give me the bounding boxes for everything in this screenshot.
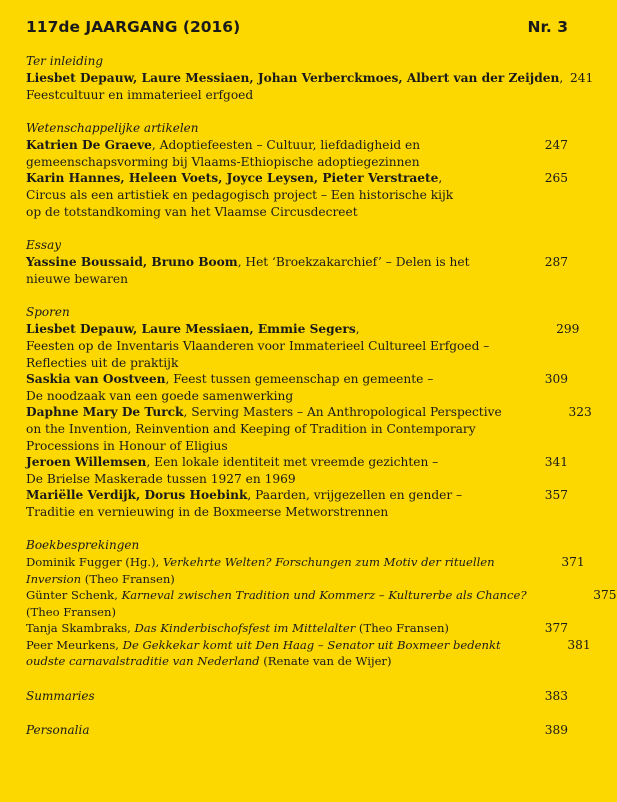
page-number: 323 [568, 405, 592, 420]
section-sporen [26, 305, 592, 520]
page-number: 287 [544, 255, 568, 270]
page-number: 377 [544, 621, 568, 636]
toc-entry[interactable]: Liesbet Depauw, Laure Messiaen, Emmie Segers, Feesten op de Inventaris Vlaanderen voor Immaterieel Cultureel Erfgoed – Reflecties uit de praktijk 299 [26, 322, 580, 370]
entry-title: , Een lokale identiteit met vreemde gezichten – [146, 455, 439, 470]
section-title: Sporen [26, 305, 70, 320]
page-number: 383 [544, 688, 568, 703]
section-articles [26, 121, 568, 220]
review-author: Dominik Fugger (Hg.), [26, 555, 163, 570]
review-author: Günter Schenk, [26, 588, 122, 603]
entry-title-line: gemeenschapsvorming bij Vlaams-Ethiopische adoptiegezinnen [26, 154, 420, 169]
toc-entry[interactable] [26, 688, 568, 705]
toc-entry[interactable] [26, 637, 591, 670]
entry-title-line: Traditie en vernieuwing in de Boxmeerse Metworstrennen [26, 504, 389, 519]
entry-title-line: on the Invention, Reinvention and Keeping of Tradition in Contemporary [26, 421, 476, 436]
table-of-contents [26, 54, 617, 757]
section-reviews [26, 538, 617, 669]
review-title: Karneval zwischen Tradition und Kommerz – Kulturerbe als Chance? [121, 588, 527, 603]
section-personalia [26, 722, 568, 739]
issue-number: Nr. 3 [527, 18, 568, 36]
review-title: De Gekkekar komt uit Den Haag – Senator uit Boxmeer bedenkt [122, 637, 501, 652]
section-title: Summaries [26, 688, 95, 703]
entry-authors: Yassine Boussaid, Bruno Boom [26, 255, 238, 270]
page-number: 371 [561, 555, 585, 570]
toc-entry[interactable] [26, 587, 617, 620]
review-title: Verkehrte Welten? Forschungen zum Motiv der rituellen [162, 555, 495, 570]
section-title: Essay [26, 238, 62, 253]
entry-authors: Liesbet Depauw, Laure Messiaen, Emmie Segers [26, 322, 356, 337]
section-title: Boekbesprekingen [26, 538, 140, 553]
toc-entry[interactable] [26, 554, 585, 587]
entry-title-line: De Brielse Maskerade tussen 1927 en 1969 [26, 471, 296, 486]
entry-title-line: Circus als een artistiek en pedagogisch project – Een historische kijk [26, 187, 454, 202]
entry-authors: Jeroen Willemsen [26, 455, 147, 470]
entry-authors: Daphne Mary De Turck [26, 405, 184, 420]
section-essay [26, 238, 568, 287]
entry-authors: Saskia van Oostveen [26, 372, 166, 387]
entry-authors: Mariëlle Verdijk, Dorus Hoebink [26, 488, 248, 503]
reviewer: (Theo Fransen) [81, 571, 175, 586]
page-number: 241 [569, 71, 594, 85]
page-number: 381 [567, 637, 591, 652]
entry-authors: Katrien De Graeve [26, 138, 152, 153]
toc-entry[interactable] [26, 254, 568, 287]
header [26, 18, 568, 36]
entry-title-line: Feesten op de Inventaris Vlaanderen voor Immaterieel Cultureel Erfgoed – [26, 338, 490, 353]
toc-entry[interactable] [26, 371, 568, 404]
page-number: 265 [544, 171, 568, 186]
section-title: Wetenschappelijke artikelen [26, 121, 199, 136]
review-title-cont: oudste carnavalstraditie van Nederland [26, 654, 260, 669]
page-number: 309 [544, 372, 568, 387]
toc-entry[interactable] [26, 404, 592, 454]
section-title: Personalia [26, 723, 90, 738]
entry-authors: Liesbet Depauw, Laure Messiaen, Johan Verberckmoes, Albert van der Zeijden [26, 71, 560, 85]
reviewer: (Renate van de Wijer) [259, 654, 392, 669]
reviewer: (Theo Fransen) [26, 604, 117, 619]
toc-entry[interactable]: Liesbet Depauw, Laure Messiaen, Johan Verberckmoes, Albert van der Zeijden, Feestcultuur en immaterieel erfgoed 241 [26, 71, 594, 102]
entry-title: , Serving Masters – An Anthropological Perspective [183, 405, 502, 420]
toc-entry[interactable] [26, 487, 568, 520]
entry-title-line: nieuwe bewaren [26, 271, 128, 286]
entry-title: , Feest tussen gemeenschap en gemeente – [165, 372, 434, 387]
entry-title: , Adoptiefeesten – Cultuur, liefdadigheid en [151, 138, 421, 153]
entry-authors: Karin Hannes, Heleen Voets, Joyce Leysen, Pieter Verstraete [26, 171, 439, 186]
page-number: 299 [556, 322, 580, 337]
page-number: 247 [544, 138, 568, 153]
entry-title-line: De noodzaak van een goede samenwerking [26, 388, 294, 403]
entry-title-line: op de totstandkoming van het Vlaamse Circusdecreet [26, 204, 358, 219]
toc-entry[interactable]: Karin Hannes, Heleen Voets, Joyce Leysen, Pieter Verstraete, Circus als een artistiek en pedagogisch project – Een historische kijk op de totstandkoming van het Vlaamse Circusdecreet 265 [26, 171, 568, 219]
volume-title: 117de JAARGANG (2016) [26, 18, 241, 36]
section-summaries [26, 688, 568, 705]
entry-title: , Het ‘Broekzakarchief’ – Delen is het [237, 255, 470, 270]
entry-title: Feestcultuur en immaterieel erfgoed [26, 87, 254, 102]
section-title: Ter inleiding [26, 54, 103, 68]
entry-title-line: Reflecties uit de praktijk [26, 355, 179, 370]
review-title: Das Kinderbischofsfest im Mittelalter [134, 621, 356, 636]
review-title-cont: Inversion [26, 571, 82, 586]
review-author: Tanja Skambraks, [26, 621, 135, 636]
toc-entry[interactable] [26, 620, 568, 637]
section-intro [26, 54, 594, 103]
page-number: 389 [544, 723, 568, 738]
reviewer: (Theo Fransen) [355, 621, 449, 636]
entry-title-line: Processions in Honour of Eligius [26, 438, 228, 453]
toc-entry[interactable] [26, 137, 568, 170]
page-number: 357 [544, 488, 568, 503]
review-author: Peer Meurkens, [26, 637, 123, 652]
toc-entry[interactable] [26, 454, 568, 487]
toc-entry[interactable] [26, 722, 568, 739]
page-number: 341 [544, 455, 568, 470]
page-number: 375 [593, 588, 617, 603]
entry-title: , Paarden, vrijgezellen en gender – [247, 488, 463, 503]
